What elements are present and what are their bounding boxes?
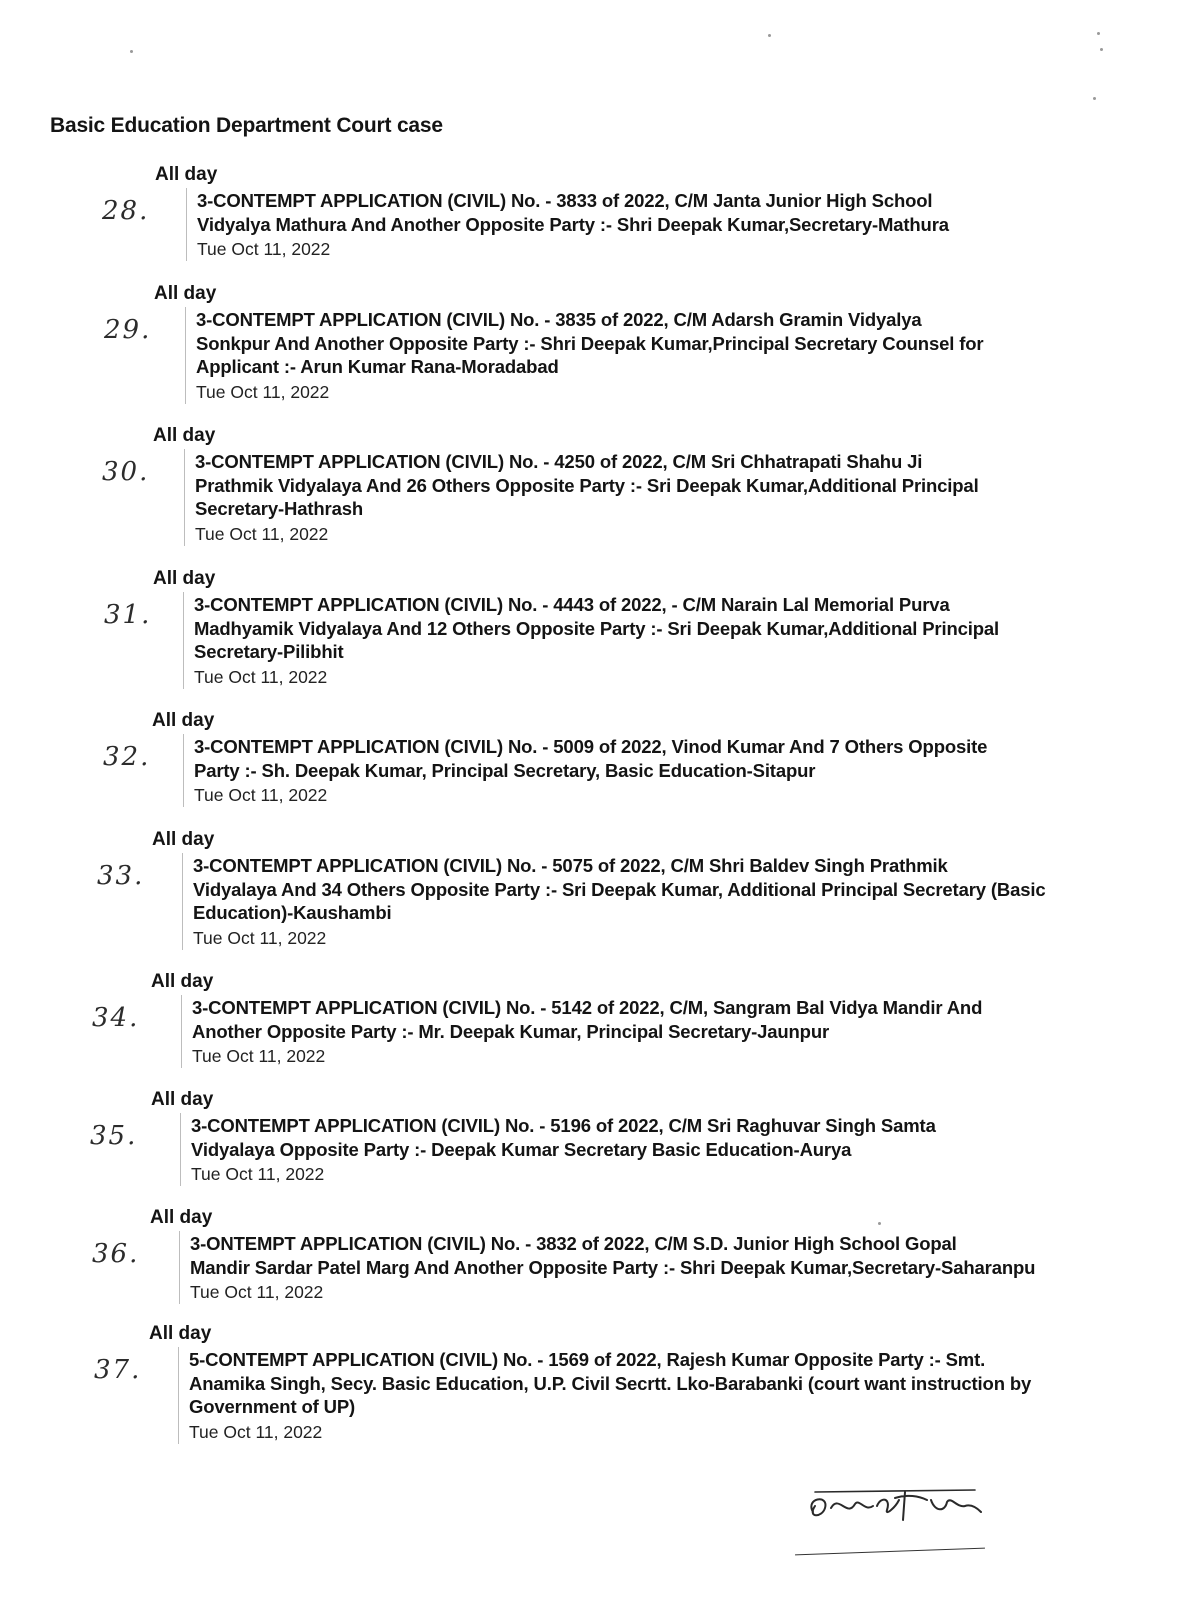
case-description: 3-CONTEMPT APPLICATION (CIVIL) No. - 5075 of 2022, C/M Shri Baldev Singh Prathmik Vidyalaya And 34 Others Opposite Party :- Sri Deepak Kumar, Additional Principal Secretary (Basic Education)-Kaushambi — [193, 855, 1046, 923]
case-date: Tue Oct 11, 2022 — [196, 381, 330, 402]
all-day-label: All day — [151, 1089, 214, 1110]
signature-underline — [795, 1548, 985, 1556]
case-description: 3-CONTEMPT APPLICATION (CIVIL) No. - 4443 of 2022, - C/M Narain Lal Memorial Purva Madhyamik Vidyalaya And 12 Others Opposite Party :- Sri Deepak Kumar,Additional Principal Secretary-Pilibhit — [194, 594, 1000, 662]
all-day-label: All day — [153, 425, 216, 446]
scan-speck — [878, 1222, 881, 1225]
case-date: Tue Oct 11, 2022 — [190, 1282, 324, 1302]
handwritten-number: 32. — [103, 742, 151, 772]
handwritten-number: 31. — [104, 600, 152, 630]
case-date: Tue Oct 11, 2022 — [195, 523, 329, 544]
case-date: Tue Oct 11, 2022 — [194, 785, 328, 805]
case-description: 3-CONTEMPT APPLICATION (CIVIL) No. - 3835 of 2022, C/M Adarsh Gramin Vidyalya Sonkpur And Another Opposite Party :- Shri Deepak Kumar,Principal Secretary Counsel for Applicant :- Arun Kumar Rana-Moradabad — [196, 309, 984, 377]
handwritten-number: 37. — [94, 1355, 142, 1385]
case-date: Tue Oct 11, 2022 — [191, 1164, 325, 1184]
case-description: 3-CONTEMPT APPLICATION (CIVIL) No. - 4250 of 2022, C/M Sri Chhatrapati Shahu Ji Prathmik Vidyalaya And 26 Others Opposite Party :- Sri Deepak Kumar,Additional Principal Secretary-Hathrash — [195, 451, 979, 519]
all-day-label: All day — [152, 829, 215, 850]
all-day-label: All day — [153, 568, 216, 589]
handwritten-number: 36. — [92, 1239, 140, 1269]
handwritten-number: 35. — [90, 1121, 138, 1151]
scan-speck — [768, 34, 771, 37]
signature — [795, 1478, 995, 1538]
scan-speck — [130, 50, 133, 53]
case-description: 5-CONTEMPT APPLICATION (CIVIL) No. - 1569 of 2022, Rajesh Kumar Opposite Party :- Smt. Anamika Singh, Secy. Basic Education, U.P. Civil Secrtt. Lko-Barabanki (court want instruction by Government of UP) — [189, 1349, 1032, 1417]
case-description: 3-CONTEMPT APPLICATION (CIVIL) No. - 5009 of 2022, Vinod Kumar And 7 Others Opposite Party :- Sh. Deepak Kumar, Principal Secretary, Basic Education-Sitapur — [194, 736, 988, 781]
handwritten-number: 28. — [102, 196, 150, 226]
case-date: Tue Oct 11, 2022 — [194, 666, 328, 687]
scan-speck — [1100, 48, 1103, 51]
all-day-label: All day — [150, 1207, 213, 1228]
page-title: Basic Education Department Court case — [50, 114, 443, 137]
handwritten-number: 34. — [92, 1003, 140, 1033]
case-description: 3-CONTEMPT APPLICATION (CIVIL) No. - 3833 of 2022, C/M Janta Junior High School Vidyalya Mathura And Another Opposite Party :- Shri Deepak Kumar,Secretary-Mathura — [197, 190, 949, 235]
case-description: 3-ONTEMPT APPLICATION (CIVIL) No. - 3832 of 2022, C/M S.D. Junior High School Gopal Mandir Sardar Patel Marg And Another Opposite Party :- Shri Deepak Kumar,Secretary-Saharanpu — [190, 1233, 1036, 1278]
handwritten-number: 33. — [97, 861, 145, 891]
case-date: Tue Oct 11, 2022 — [192, 1046, 326, 1066]
handwritten-number: 30. — [102, 457, 150, 487]
case-date: Tue Oct 11, 2022 — [197, 239, 331, 259]
case-date: Tue Oct 11, 2022 — [193, 927, 327, 948]
case-description: 3-CONTEMPT APPLICATION (CIVIL) No. - 5142 of 2022, C/M, Sangram Bal Vidya Mandir And Another Opposite Party :- Mr. Deepak Kumar, Principal Secretary-Jaunpur — [192, 997, 983, 1042]
all-day-label: All day — [151, 971, 214, 992]
case-description: 3-CONTEMPT APPLICATION (CIVIL) No. - 5196 of 2022, C/M Sri Raghuvar Singh Samta Vidyalaya Opposite Party :- Deepak Kumar Secretary Basic Education-Aurya — [191, 1115, 936, 1160]
handwritten-number: 29. — [104, 315, 152, 345]
all-day-label: All day — [155, 164, 218, 185]
scan-speck — [1097, 32, 1100, 35]
scan-speck — [1093, 97, 1096, 100]
all-day-label: All day — [152, 710, 215, 731]
all-day-label: All day — [149, 1323, 212, 1344]
all-day-label: All day — [154, 283, 217, 304]
case-date: Tue Oct 11, 2022 — [189, 1421, 323, 1442]
